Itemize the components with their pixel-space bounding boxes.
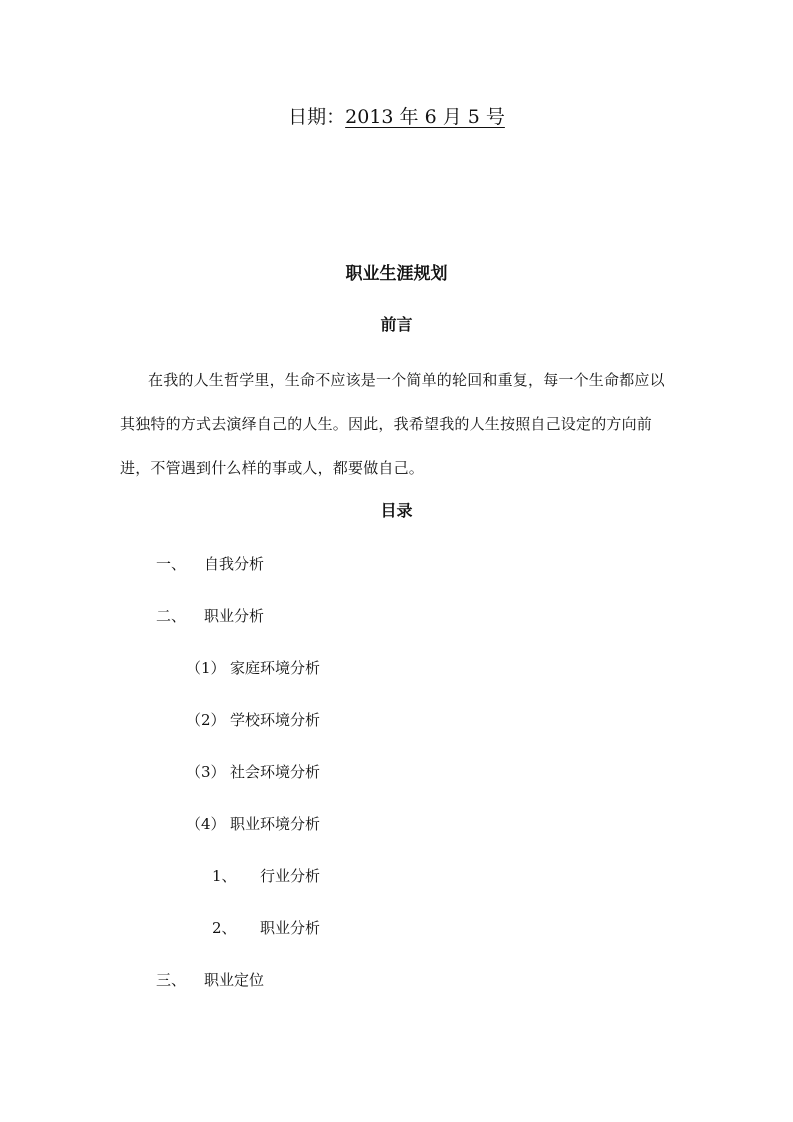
document-title: 职业生涯规划: [345, 264, 448, 284]
toc-item-label: 社会环境分析: [230, 763, 321, 781]
toc-item-label: 学校环境分析: [230, 711, 321, 729]
date-label: 日期：: [288, 106, 346, 128]
preface-heading: 前言: [380, 315, 413, 334]
date-value: 2013 年 6 月 5 号: [345, 106, 505, 128]
toc-item-number: 二、: [156, 607, 187, 625]
toc-item-school-environment: [186, 709, 320, 731]
toc-heading: 目录: [380, 501, 413, 520]
date-line: [0, 104, 793, 130]
toc-item-number: （3）: [186, 763, 226, 781]
toc-item-label: 自我分析: [204, 555, 265, 573]
toc-item-number: 1、: [212, 867, 237, 885]
toc-item-number: 三、: [156, 971, 187, 989]
toc-item-family-environment: [186, 657, 320, 679]
toc-item-label: 职业环境分析: [230, 815, 321, 833]
toc-item-career-analysis: [156, 605, 264, 627]
toc-item-career-positioning: [156, 969, 264, 991]
toc-item-label: 职业分析: [260, 919, 321, 937]
toc-item-industry-analysis: [212, 865, 320, 887]
toc-item-job-analysis: [212, 917, 320, 939]
toc-item-number: （4）: [186, 815, 226, 833]
toc-item-label: 职业定位: [204, 971, 265, 989]
toc-item-number: 一、: [156, 555, 187, 573]
toc-item-number: （1）: [186, 659, 226, 677]
preface-paragraph: 在我的人生哲学里，生命不应该是一个简单的轮回和重复，每一个生命都应以其独特的方式去演绎自己的人生。因此，我希望我的人生按照自己设定的方向前进，不管遇到什么样的事或人，都要做自己。: [120, 371, 665, 477]
toc-item-self-analysis: [156, 553, 264, 575]
toc-item-label: 职业分析: [204, 607, 265, 625]
toc-item-number: 2、: [212, 919, 237, 937]
toc-item-career-environment: [186, 813, 320, 835]
toc-item-number: （2）: [186, 711, 226, 729]
toc-item-social-environment: [186, 761, 320, 783]
toc-item-label: 行业分析: [260, 867, 321, 885]
toc-item-label: 家庭环境分析: [230, 659, 321, 677]
